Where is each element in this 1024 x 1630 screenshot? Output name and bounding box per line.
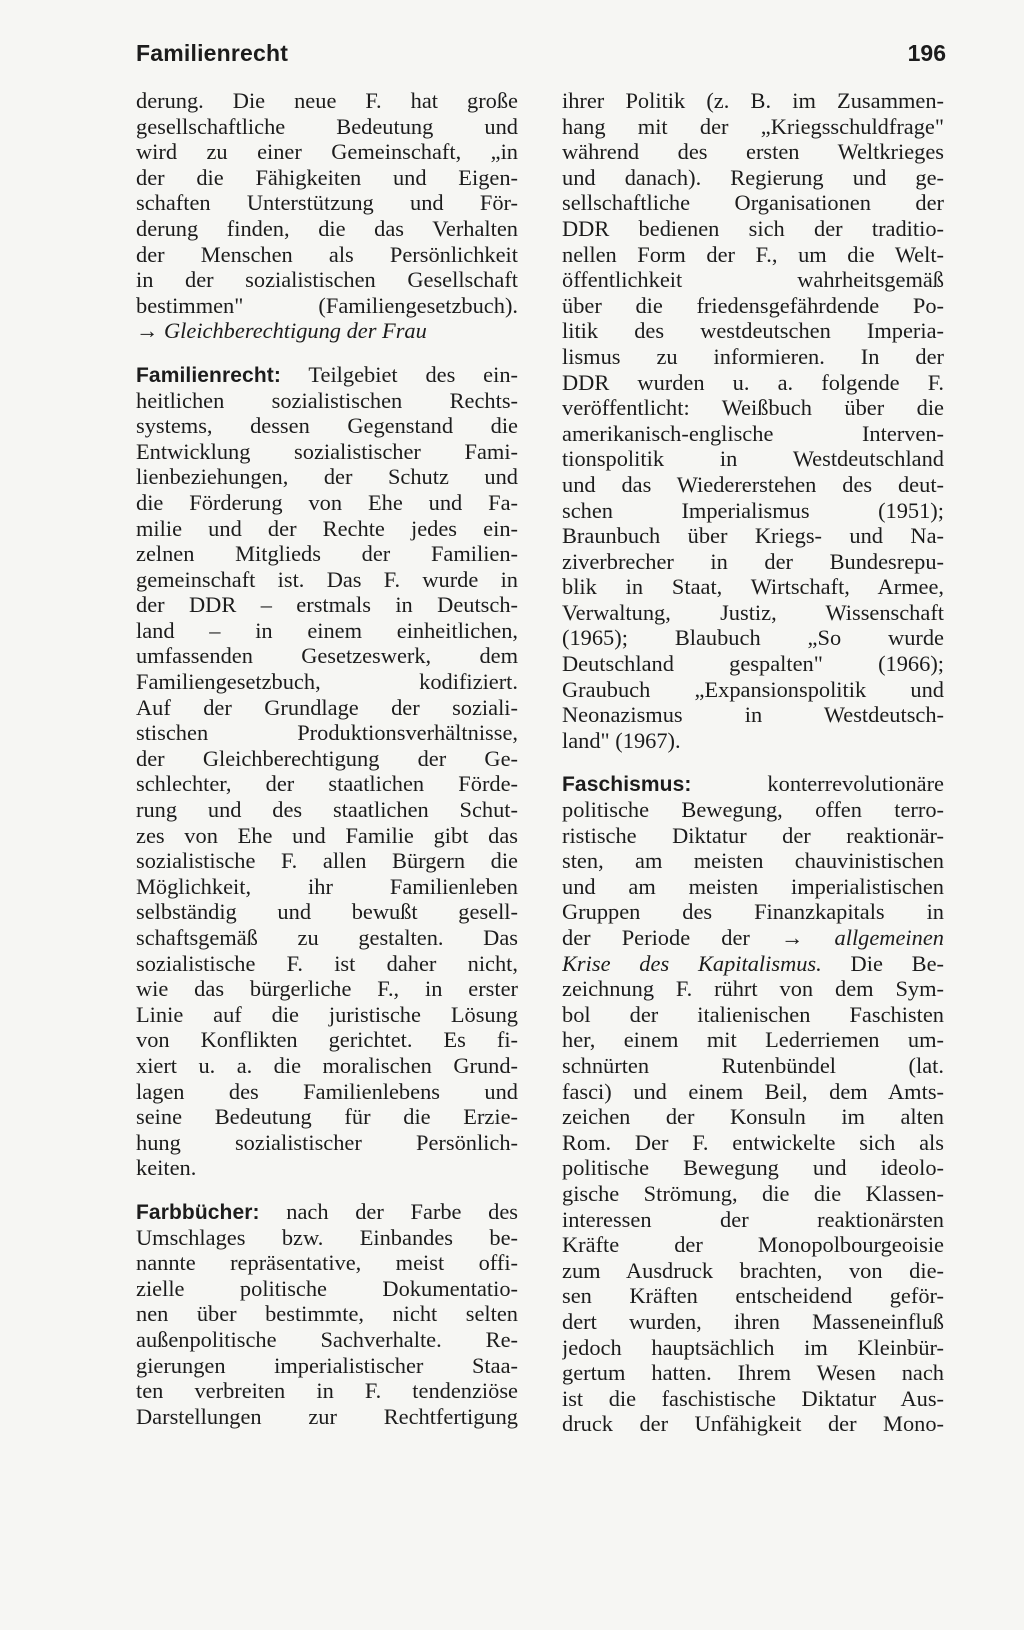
cross-reference-arrow-icon: → bbox=[136, 318, 159, 344]
text-line: von Konflikten gerichtet. Es fi- bbox=[136, 1027, 518, 1053]
text-line: land" (1967). bbox=[562, 727, 681, 753]
text-line: zeichnung F. rührt von dem Sym- bbox=[562, 976, 944, 1002]
entry-keyword: Familienrecht: bbox=[136, 363, 281, 387]
text-line: wie das bürgerliche F., in erster bbox=[136, 976, 518, 1002]
cross-reference-line[interactable] bbox=[562, 925, 944, 951]
text-line: gesellschaftliche Bedeutung und bbox=[136, 113, 518, 139]
entry-first-line bbox=[136, 1199, 518, 1225]
text-line: gierungen imperialistischer Staa- bbox=[136, 1352, 518, 1378]
text-line: wird zu einer Gemeinschaft, „in bbox=[136, 139, 518, 165]
text-line: hang mit der „Kriegsschuldfrage" bbox=[562, 113, 944, 139]
text-line: über die friedensgefährdende Po- bbox=[562, 292, 944, 318]
text-line: nellen Form der F., um die Welt- bbox=[562, 241, 944, 267]
text-line: interessen der reaktionärsten bbox=[562, 1206, 944, 1232]
text-line: Neonazismus in Westdeutsch- bbox=[562, 702, 944, 728]
text-line: hung sozialistischer Persönlich- bbox=[136, 1129, 518, 1155]
farbbuecher-continuation bbox=[562, 88, 944, 753]
text-line: zes von Ehe und Familie gibt das bbox=[136, 822, 518, 848]
text-line: amerikanisch-englische Interven- bbox=[562, 420, 944, 446]
text-line: Braunbuch über Kriegs- und Na- bbox=[562, 523, 944, 549]
page-number: 196 bbox=[907, 40, 946, 66]
text-line: gertum hatten. Ihrem Wesen nach bbox=[562, 1360, 944, 1386]
entry-first-line-text: nach der Farbe des bbox=[286, 1198, 518, 1224]
text-line: der Menschen als Persönlichkeit bbox=[136, 241, 518, 267]
text-line: dert wurden, ihren Masseneinfluß bbox=[562, 1308, 944, 1334]
text-line: ten verbreiten in F. tendenziöse bbox=[136, 1378, 518, 1404]
cross-reference-text: Krise des Kapitalismus. bbox=[562, 950, 822, 976]
text-line: milie und der Rechte jedes ein- bbox=[136, 515, 518, 541]
text-line: Rom. Der F. entwickelte sich als bbox=[562, 1129, 944, 1155]
text-line: rung und des staatlichen Schut- bbox=[136, 797, 518, 823]
text-line: und am meisten imperialistischen bbox=[562, 873, 944, 899]
cross-reference-text: allgemeinen bbox=[834, 925, 944, 950]
text-line: DDR bedienen sich der traditio- bbox=[562, 215, 944, 241]
text-line: ristische Diktatur der reaktionär- bbox=[562, 822, 944, 848]
text-line: schlechter, der staatlichen Förde- bbox=[136, 771, 518, 797]
text-line: sellschaftliche Organisationen der bbox=[562, 190, 944, 216]
page-header bbox=[136, 40, 946, 80]
text-line: öffentlichkeit wahrheitsgemäß bbox=[562, 267, 944, 293]
entry-familienrecht bbox=[136, 362, 518, 1181]
text-line: ihrer Politik (z. B. im Zusammen- bbox=[562, 88, 944, 113]
text-line: systems, dessen Gegenstand die bbox=[136, 413, 518, 439]
text-line: gische Strömung, die die Klassen- bbox=[562, 1180, 944, 1206]
text-line: sten, am meisten chauvinistischen bbox=[562, 848, 944, 874]
text-line: Darstellungen zur Rechtfertigung bbox=[136, 1403, 518, 1429]
text-line: Gruppen des Finanzkapitals in bbox=[562, 899, 944, 925]
text-line: Möglichkeit, ihr Familienleben bbox=[136, 873, 518, 899]
text-line: schen Imperialismus (1951); bbox=[562, 497, 944, 523]
entry-first-line bbox=[136, 362, 518, 388]
text-line: schaftsgemäß zu gestalten. Das bbox=[136, 925, 518, 950]
text-line: zeichen der Konsuln im alten bbox=[562, 1104, 944, 1130]
entry-keyword: Faschismus: bbox=[562, 773, 692, 797]
text-line: derung finden, die das Verhalten bbox=[136, 215, 518, 241]
text-line: keiten. bbox=[136, 1155, 197, 1181]
text-line: bestimmen" (Familiengesetzbuch). bbox=[136, 292, 518, 318]
text-line: tionspolitik in Westdeutschland bbox=[562, 446, 944, 472]
left-column bbox=[136, 88, 518, 1429]
text-line: (1965); Blaubuch „So wurde bbox=[562, 625, 944, 651]
text-line: her, einem mit Lederriemen um- bbox=[562, 1027, 944, 1053]
text-line: ziverbrecher in der Bundesrepu- bbox=[562, 548, 944, 574]
text-line: schaften Unterstützung und För- bbox=[136, 190, 518, 216]
entry-first-line-text: Teilgebiet des ein- bbox=[308, 361, 518, 387]
text-line: seine Bedeutung für die Erzie- bbox=[136, 1104, 518, 1130]
text-line: zielle politische Dokumentatio- bbox=[136, 1275, 518, 1301]
entry-farbbuecher bbox=[136, 1199, 518, 1429]
text-line: druck der Unfähigkeit der Mono- bbox=[562, 1411, 944, 1437]
text-line: DDR wurden u. a. folgende F. bbox=[562, 369, 944, 395]
text-line: Umschlages bzw. Einbandes be- bbox=[136, 1224, 518, 1250]
text-line: Deutschland gespalten" (1966); bbox=[562, 651, 944, 677]
text-line: lismus zu informieren. In der bbox=[562, 343, 944, 369]
running-head: Familienrecht bbox=[136, 40, 289, 66]
text-line: fasci) und einem Beil, dem Amts- bbox=[562, 1078, 944, 1104]
cross-reference-line[interactable] bbox=[562, 951, 944, 977]
text-line: Familiengesetzbuch, kodifiziert. bbox=[136, 669, 518, 695]
text-line: nen über bestimmte, nicht selten bbox=[136, 1301, 518, 1327]
text-line: lagen des Familienlebens und bbox=[136, 1078, 518, 1104]
text-fragment: der Periode der bbox=[562, 925, 750, 950]
text-line: umfassenden Gesetzeswerk, dem bbox=[136, 643, 518, 669]
text-line: in der sozialistischen Gesellschaft bbox=[136, 267, 518, 293]
text-line: land – in einem einheitlichen, bbox=[136, 617, 518, 643]
text-line: Linie auf die juristische Lösung bbox=[136, 1001, 518, 1027]
text-line: gemeinschaft ist. Das F. wurde in bbox=[136, 566, 518, 592]
text-line: politische Bewegung und ideolo- bbox=[562, 1155, 944, 1181]
text-line: schnürten Rutenbündel (lat. bbox=[562, 1052, 944, 1078]
text-line: sen Kräften entscheidend geför- bbox=[562, 1283, 944, 1309]
text-line: und danach). Regierung und ge- bbox=[562, 164, 944, 190]
text-line: außenpolitische Sachverhalte. Re- bbox=[136, 1326, 518, 1352]
text-line: bol der italienischen Faschisten bbox=[562, 1001, 944, 1027]
text-line: sozialistische F. ist daher nicht, bbox=[136, 950, 518, 976]
right-column bbox=[562, 88, 944, 1437]
text-line: heitlichen sozialistischen Rechts- bbox=[136, 387, 518, 413]
text-line: nannte repräsentative, meist offi- bbox=[136, 1250, 518, 1276]
text-line: zelnen Mitglieds der Familien- bbox=[136, 541, 518, 567]
text-line: die Förderung von Ehe und Fa- bbox=[136, 489, 518, 515]
text-line: der DDR – erstmals in Deutsch- bbox=[136, 592, 518, 618]
entry-first-line bbox=[562, 771, 944, 797]
cross-reference-arrow-icon: → bbox=[781, 925, 804, 950]
entry-faschismus bbox=[562, 771, 944, 1436]
cross-reference-text: Gleichberechtigung der Frau bbox=[164, 318, 427, 344]
text-line: Entwicklung sozialistischer Fami- bbox=[136, 438, 518, 464]
continuation-entry bbox=[136, 88, 518, 344]
text-line: während des ersten Weltkrieges bbox=[562, 139, 944, 165]
text-line: ist die faschistische Diktatur Aus- bbox=[562, 1385, 944, 1411]
text-line: der die Fähigkeiten und Eigen- bbox=[136, 164, 518, 190]
text-line: Graubuch „Expansionspolitik und bbox=[562, 676, 944, 702]
text-line: blik in Staat, Wirtschaft, Armee, bbox=[562, 574, 944, 600]
text-line: politische Bewegung, offen terro- bbox=[562, 797, 944, 823]
entry-keyword: Farbbücher: bbox=[136, 1200, 260, 1224]
text-line: xiert u. a. die moralischen Grund- bbox=[136, 1052, 518, 1078]
text-line: sozialistische F. allen Bürgern die bbox=[136, 848, 518, 874]
text-fragment: Die Be- bbox=[850, 950, 944, 976]
text-line: Kräfte der Monopolbourgeoisie bbox=[562, 1232, 944, 1258]
text-line: und das Wiedererstehen des deut- bbox=[562, 471, 944, 497]
text-line: Verwaltung, Justiz, Wissenschaft bbox=[562, 599, 944, 625]
cross-reference[interactable] bbox=[136, 318, 518, 344]
text-line: jedoch hauptsächlich im Kleinbür- bbox=[562, 1334, 944, 1360]
text-line: selbständig und bewußt gesell- bbox=[136, 899, 518, 925]
text-line: lienbeziehungen, der Schutz und bbox=[136, 464, 518, 490]
text-line: litik des westdeutschen Imperia- bbox=[562, 318, 944, 344]
text-line: stischen Produktionsverhältnisse, bbox=[136, 720, 518, 746]
text-line: derung. Die neue F. hat große bbox=[136, 88, 518, 113]
entry-first-line-text: konterrevolutionäre bbox=[767, 771, 944, 797]
text-line: Auf der Grundlage der soziali- bbox=[136, 694, 518, 720]
text-line: der Gleichberechtigung der Ge- bbox=[136, 745, 518, 771]
text-line: zum Ausdruck brachten, von die- bbox=[562, 1257, 944, 1283]
text-line: veröffentlicht: Weißbuch über die bbox=[562, 395, 944, 421]
